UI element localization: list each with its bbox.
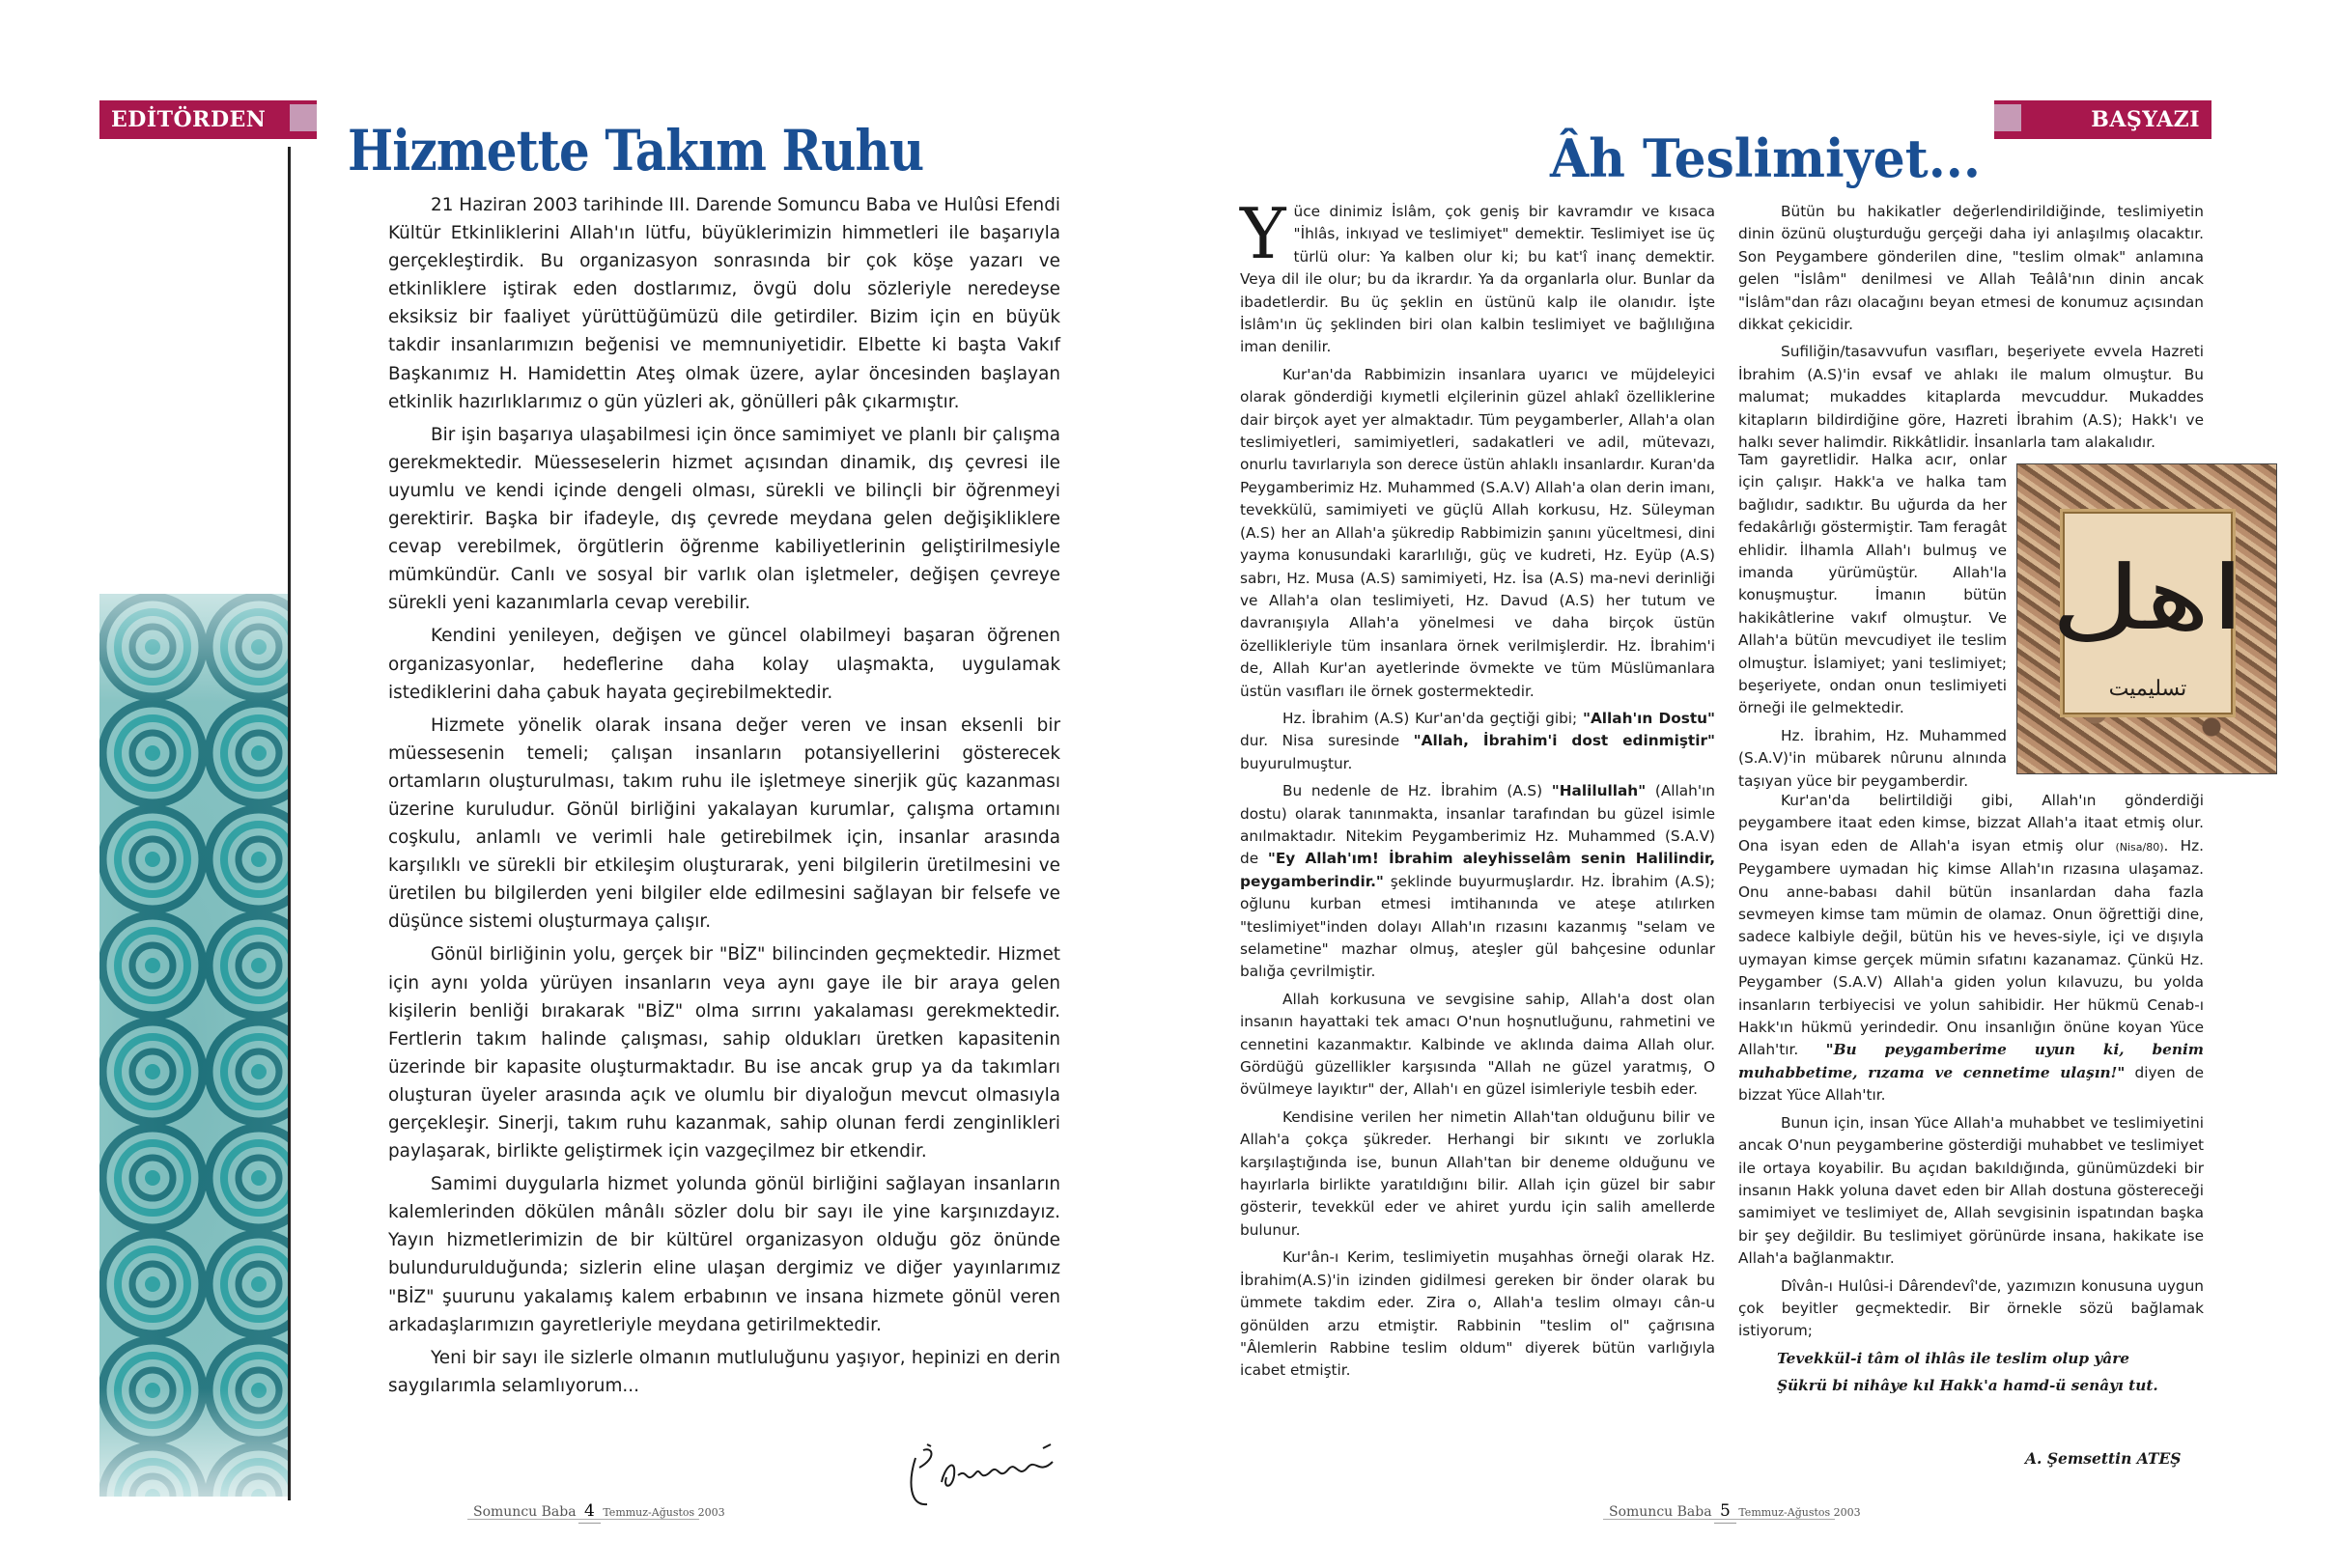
bold-quote: "Allah'ın Dostu" — [1582, 709, 1715, 727]
paragraph: 21 Haziran 2003 tarihinde III. Darende Somuncu Baba ve Hulûsi Efendi Kültür Etkinliklerini Allah'ın lütfu, büyüklerimizin himmetleri ile başarıyla gerçekleştirdik. Bu organizasyon sonrasında bir çok köşe yazarı ve etkinliklere iştirak eden dostlarımız, övgü dolu sözleriyle neredeyse eksiksiz bir faaliyet yürüttüğümüzü dile getirdiler. Bizim için en büyük takdir insanlarımızın beğenisi ve memnuniyetidir. Elbette ki başta Vakıf Başkanımız H. Hamidettin Ateş olmak üzere, aylar öncesinden başlayan etkinlik hazırlıklarımız o gün yüzleri ak, gönülleri pâk çıkarmıştır. — [388, 195, 1060, 412]
page-footer — [1609, 1501, 1861, 1521]
footer-publication: Somuncu Baba — [1609, 1504, 1712, 1520]
paragraph: Allah korkusuna ve sevgisine sahip, Allah'a dost olan insanın hayattaki tek amacı O'nun hoşnutluğunu, rahmetini ve cennetini kazanmaktır. Kalbinde ve aklında daima Allah olur. Gördüğü güzellikler karşısında "Allah ne güzel yaratmış, O övülmeye layıktır" der, Allah'ı en güzel isimleriyle tesbih eder. — [1240, 990, 1715, 1099]
text: Hz. İbrahim (A.S) Kur'an'da geçtiği gibi; — [1282, 709, 1583, 727]
page-footer — [473, 1501, 725, 1521]
paragraph: Sufiliğin/tasavvufun vasıfları, beşeriyete evvela Hazreti İbrahim (A.S)'in evsaf ve ahlakı ile malum olmuştur. Bu malumat; mukaddes kitaplarda mevcuddur. Mukaddes kitapların bildirdiğine göre, Hazreti İbrahim (A.S); Hakk'ı ve halkı sever halimdir. Rikkâtlidir. İnsanlarla tam alakalıdır. — [1738, 343, 2204, 452]
bold-quote: "Halilullah" — [1551, 782, 1647, 800]
page-number: 5 — [1720, 1501, 1731, 1521]
bold-quote: "Ey Allah'ım! İbrahim aleyhisselâm senin Halilindir, peygamberindir." — [1240, 850, 1716, 890]
poem-line: Şükrü bi nihâye kıl Hakk'a hamd-ü senâyı tut. — [1777, 1377, 2158, 1395]
article-column-2-bottom — [1738, 790, 2204, 1403]
page-number: 4 — [584, 1501, 595, 1521]
handwritten-signature — [898, 1429, 1072, 1516]
poem-line: Tevekkül-i tâm ol ihlâs ile teslim olup yâre — [1777, 1349, 2129, 1367]
tab-corner-decoration — [1994, 104, 2021, 131]
paragraph — [1240, 708, 1715, 775]
paragraph: Kendini yenileyen, değişen ve güncel olabilmeyi başaran öğrenen organizasyonlar, hedeflerine daha kolay ulaşmakta, uygulamak istediklerini daha çabuk hayata geçirebilmektedir. — [388, 626, 1060, 703]
reference: (Nisa/80) — [2115, 840, 2164, 854]
tab-corner-decoration — [290, 104, 317, 131]
article-column-2-wrap — [1738, 449, 2007, 798]
calligraphy-panel — [2050, 509, 2245, 717]
article-title: Âh Teslimiyet... — [1550, 127, 1981, 189]
article-column-2-top — [1738, 201, 2204, 459]
paragraph: Kur'an'da Rabbimizin insanlara uyarıcı ve müjdeleyici olarak gönderdiği kıymetli elçilerinin güzel ahlakî özelliklerine dair birçok ayet yer almaktadır. Tüm peygamberler, Allah'a olan teslimiyetleri, samimiyetleri, sadakatleri ve adil, mütevazı, onurlu tavırlarıyla son derece üstün ahlaklı insanlardır. Kuran'da Peygamberimiz Hz. Muhammed (S.A.V) Allah'a olan derin imanı, tevekkülü, samimiyeti ve güçlü Allah korkusu, Hz. Süleyman (A.S) her an Allah'a şükredip Rabbimizin şanını yüceltmesi, dini yayma konusundaki kararlılığı, güç ve kudreti, Hz. Eyüp (A.S) sabrı, Hz. Musa (A.S) samimiyeti, Hz. İsa (A.S) ma-nevi derinliği ve Allah'a olan teslimiyeti, Hz. Davud (A.S) her tutum ve davranışıyla Allah'a yönelmesi ve daha birçok üstün özellikleriyle tüm insanlara örnek verilmişlerdir. Hz. İbrahim'i de, Allah Kur'an ayetlerinde övmekte ve tüm Müslümanlara üstün vasıfları ile örnek gostermektedir. — [1240, 365, 1715, 700]
section-tab-editorden — [99, 100, 317, 139]
editorial-body — [388, 191, 1060, 1405]
calligraphy-main: اهل — [2050, 546, 2245, 650]
section-tab-label: BAŞYAZI — [2091, 107, 2200, 132]
text: buyurulmuştur. — [1240, 754, 1353, 772]
paragraph: Kur'ân-ı Kerim, teslimiyetin muşahhas örneği olarak Hz. İbrahim(A.S)'in izinden gidilmesi gereken bir önder olarak bu ümmete takdim eder. Zira o, Allah'a teslim olmayı cân-u gönülden arzu etmiştir. Rabbinin "teslim ol" çağrısına "Âlemlerin Rabbine teslim oldum" diyerek bütün varlığıyla icabet etmiştir. — [1240, 1248, 1715, 1380]
footer-date: Temmuz-Ağustos 2003 — [1738, 1506, 1861, 1519]
bold-italic-quote: "Bu peygamberime uyun ki, benim muhabbetime, rızama ve cennetime ulaşın!" — [1738, 1041, 2204, 1081]
paragraph: Hizmete yönelik olarak insana değer veren ve insan eksenli bir müessesenin temeli; çalışan insanların potansiyellerini gösterecek ortamların oluşturulması, takım ruhu ile işletmeye sinerjik güç kazanması üzerine kuruludur. Gönül birliğini yakalayan kurumlar, çalışma ortamını coşkulu, anlamlı ve verimli hale getirebilmek için, insanlar arasında karşılıklı ve sürekli bir etkileşim oluşturarak, yeni bilgilerin üretilmesini ve üretilen bu bilgilerden yeni bilgiler elde edilmesini sağlayan bir felsefe ve düşünce sistemi oluşturmaya çalışır. — [388, 714, 1060, 933]
paragraph: Samimi duygularla hizmet yolunda gönül birliğini sağlayan insanların kalemlerinden dökülen mânâlı sözler dolu bir sayı ile yine karşınızdayız. Yayın hizmetlerimizin de bir kültürel organizasyon olduğu göz önünde bulundurulduğunda; sizlerin eline ulaşan dergimiz ve diğer yayınlarımız "BİZ" şuurunu yakalamış kalem erbabının ve insana hizmete gönül veren arkadaşlarımızın gayretleriyle meydana getirilmektedir. — [388, 1174, 1060, 1335]
paragraph: Dîvân-ı Hulûsi-i Dârendevî'de, yazımızın konusuna uygun çok beyitler geçmektedir. Bir örnekle sözü bağlamak istiyorum; — [1738, 1276, 2204, 1340]
article-title: Hizmette Takım Ruhu — [348, 118, 924, 183]
section-tab-label: EDİTÖRDEN — [111, 107, 267, 132]
paragraph: Tam gayretlidir. Halka acır, onlar için çalışır. Hakk'a ve halka tam bağlıdır, sadıktır. Bu uğurda da her fedakârlığı göstermiştir. Tam feragât ehlidir. İlhamla Allah'ı bulmuş ve imanda yürümüştür. Allah'la konuşmuştur. İmanın bütün hakikâtlerine vakıf olmuştur. Ve Allah'a bütün mevcudiyet ile teslim olmuştur. İslamiyet; yani teslimiyet; beşeriyete, ondan onun teslimiyeti örneği ile gelmektedir. — [1738, 451, 2007, 717]
text: diyen de bizzat Yüce Allah'tır. — [1738, 1063, 2204, 1105]
paragraph: Yeni bir sayı ile sizlerle olmanın mutluluğunu yaşıyor, hepinizi en derin saygılarımla selamlıyorum... — [388, 1347, 1060, 1396]
ornament-strip — [99, 594, 288, 1497]
text: şeklinde buyurmuşlardır. Hz. İbrahim (A.S); oğlunu kurban etmesi imtihanında ve ateşe atılırken "teslimiyet"inden dolayı Allah'ın rızasını kazanmış "selam ve selametine" mazhar olmuş, ateşler gül bahçesine odunlar balığa çevrilmiştir. — [1240, 872, 1715, 981]
vertical-rule — [288, 147, 291, 1500]
footer-date: Temmuz-Ağustos 2003 — [603, 1506, 725, 1519]
paragraph: Gönül birliğinin yolu, gerçek bir "BİZ" bilincinden geçmektedir. Hizmet için aynı yolda yürüyen insanların veya aynı gaye ile bir araya gelen kişilerin benliği bırakarak "BİZ" olma sırrını yakalaması gerekmektedir. Fertlerin takım halinde çalışması, sahip oldukları üretken kapasitenin üzerinde bir kapasite oluşturmaktadır. Bu ise ancak grup ya da takımları oluşturan üyeler arasında açık ve olumlu bir diyaloğun mevcut olmasıyla gerçekleşir. Sinerji, takım ruhu kazanmak, sahip olunan ferdi zenginlikleri paylaşarak, birlikte geliştirmek için vazgeçilmez bir etkendir. — [388, 944, 1060, 1162]
paragraph: Hz. İbrahim, Hz. Muhammed (S.A.V)'in mübarek nûrunu alnında taşıyan yüce bir peygamberdir. — [1738, 726, 2007, 790]
paragraph: Bunun için, insan Yüce Allah'a muhabbet ve teslimiyetini ancak O'nun peygamberine gösterdiği muhabbet ve teslimiyet ile ortaya koyabilir. Bu açıdan bakıldığında, günümüzdeki bir insanın Hakk yoluna davet eden bir Allah dostuna göstereceği samimiyet ve teslimiyet de, Allah sevgisinin ispatından başka bir şey değildir. Bu teslimiyet görünürde insana, hakikate ise Allah'a bağlanmaktır. — [1738, 1113, 2204, 1268]
text: dur. Nisa suresinde — [1240, 732, 1414, 750]
paragraph — [1240, 193, 1715, 359]
paragraph-text: üce dinimiz İslâm, çok geniş bir kavramdır ve kısaca "İhlâs, inkıyad ve teslimiyet" demektir. Teslimiyet ise üç türlü olur: Ya kalben olur ki; bu kat'î inanç demektir. Veya dil ile olur; bu da ikrardır. Ya da organlarla olur. Bunlar da ibadetlerdir. Bu üç şeklin en üstünü kalp ile olanıdır. İşte İslâm'ın üç şeklinden biri olan kalbin teslimiyet ve bağlılığına iman denilir. — [1240, 203, 1715, 356]
text: Kur'an'da belirtildiği gibi, Allah'ın gönderdiği peygambere itaat eden kimse, bizzat Allah'a itaat etmiş olur. Ona isyan eden de Allah'a isyan etmiş olur — [1738, 792, 2204, 854]
drop-cap: Y — [1240, 193, 1286, 274]
paragraph — [1738, 790, 2204, 1107]
author-name: A. Şemsettin ATEŞ — [2025, 1449, 2182, 1468]
text: . Hz. Peygambere uymadan hiç kimse Allah'ın rızasına ulaşamaz. Onu anne-babası dahil bütün insanlardan daha fazla sevmeyen kimse tam mümin de olamaz. Onun öğrettiği dine, sadece kalbiyle değil, bütün his ve heves-siyle, içi ve dışıyla uymayan kimse gerçek mümin sıfatını kazanamaz. Çünkü Hz. Peygamber (S.A.V) Allah'a giden yolun kılavuzu, bu yolda insanların terbiyecisi ve yolun sahibidir. Her hükmü Cenab-ı Hakk'ın hükmü yerindedir. Onu insanlığın önüne koyan Yüce Allah'tır. — [1738, 836, 2204, 1059]
calligraphy-caption: تسليميت — [2108, 677, 2187, 701]
calligraphy-image — [2016, 463, 2277, 774]
bold-quote: "Allah, İbrahim'i dost edinmiştir" — [1413, 732, 1715, 750]
footer-publication: Somuncu Baba — [473, 1504, 577, 1520]
paragraph: Bir işin başarıya ulaşabilmesi için önce samimiyet ve planlı bir çalışma gerekmektedir. Müesseselerin hizmet açısından dinamik, dış çevresi ile uyumlu ve kendi içinde dengeli olması, sürekli ve bilinçli bir öğrenmeyi gerektirir. Başka bir ifadeyle, dış çevrede meydana gelen değişikliklere cevap verebilmek, örgütlerin öğrenme kabiliyetlerinin geliştirilmesiyle mümkündür. Canlı ve sosyal bir varlık olan işletmeler, değişen çevreye sürekli yeni kazanımlarla cevap verebilir. — [388, 424, 1060, 614]
text: Bu nedenle de Hz. İbrahim (A.S) — [1282, 782, 1552, 800]
paragraph — [1240, 780, 1715, 984]
paragraph: Bütün bu hakikatler değerlendirildiğinde, teslimiyetin dinin özünü oluşturduğu gerçeği daha iyi anlaşılmış olacaktır. Son Peygambere gönderilen dine, "teslim olmak" anlamına gelen "İslâm" denilmesi ve Allah Teâlâ'nın dinin ancak "İslâm"dan râzı olacağını beyan etmesi de konumuz açısından dikkat çekicidir. — [1738, 203, 2204, 334]
section-tab-basyazi — [1994, 100, 2211, 139]
paragraph: Kendisine verilen her nimetin Allah'tan olduğunu bilir ve Allah'a çokça şükreder. Herhangi bir sıkıntı ve zorlukla karşılaştığında ise, bunun Allah'tan bir deneme olduğunu ve hayırlarla birlikte yaratıldığını bilir. Allah için güzel bir sabır gösterir, tevekkül eder ve ahiret yurdu için salih amellerde bulunur. — [1240, 1107, 1715, 1239]
text: (Allah'ın dostu) olarak tanınmakta, insanlar tarafından bu güzel isimle anılmaktadır. Nitekim Peygamberimiz Hz. Muhammed (S.A.V) de — [1240, 782, 1715, 868]
ornament-pattern — [99, 594, 288, 1497]
article-column-1 — [1240, 193, 1716, 1387]
